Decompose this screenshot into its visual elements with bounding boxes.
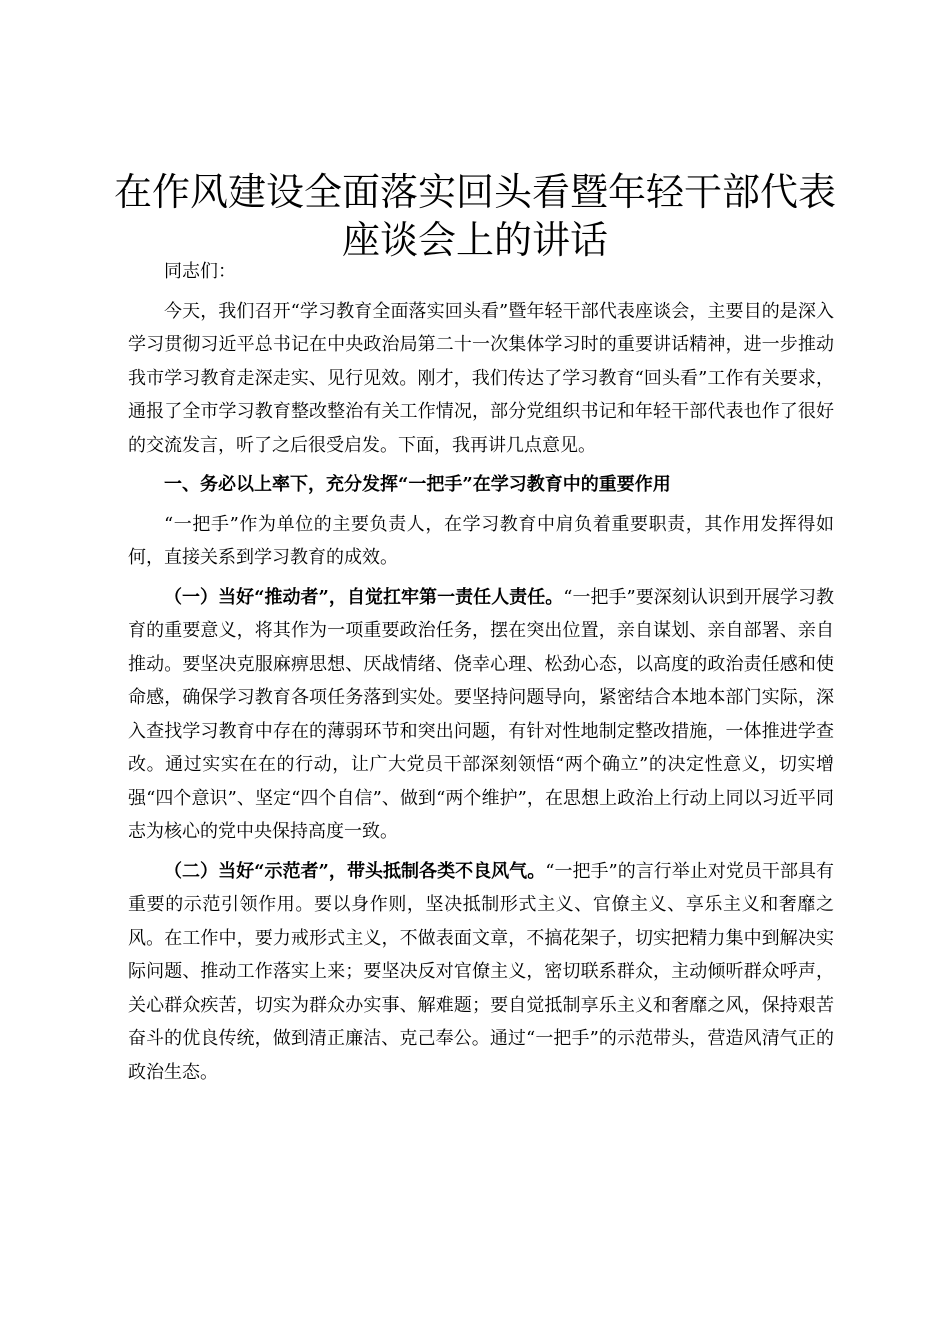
subsection-1-paragraph bbox=[128, 581, 834, 849]
subsection-2-heading: （二）当好“示范者”，带头抵制各类不良风气。 bbox=[164, 860, 546, 882]
document-body bbox=[128, 255, 834, 1095]
subsection-1-text: “一把手”要深刻认识到开展学习教育的重要意义，将其作为一项重要政治任务，摆在突出位置，亲自谋划、亲自部署、亲自推动。要坚决克服麻痹思想、厌战情绪、侥幸心理、松劲心态，以高度的政治责任感和使命感，确保学习教育各项任务落到实处。要坚持问题导向，紧密结合本地本部门实际，深入查找学习教育中存在的薄弱环节和突出问题，有针对性地制定整改措施，一体推进学查改。通过实实在在的行动，让广大党员干部深刻领悟“两个确立”的决定性意义，切实增强“四个意识”、坚定“四个自信”、做到“两个维护”，在思想上政治上行动上同以习近平同志为核心的党中央保持高度一致。 bbox=[128, 586, 834, 842]
subsection-2-paragraph bbox=[128, 855, 834, 1090]
section-heading: 一、务必以上率下，充分发挥“一把手”在学习教育中的重要作用 bbox=[164, 474, 671, 495]
intro-paragraph: 今天，我们召开“学习教育全面落实回头看”暨年轻干部代表座谈会，主要目的是深入学习贯彻习近平总书记在中央政治局第二十一次集体学习时的重要讲话精神，进一步推动我市学习教育走深走实、见行见效。刚才，我们传达了学习教育“回头看”工作有关要求，通报了全市学习教育整改整治有关工作情况，部分党组织书记和年轻干部代表也作了很好的交流发言，听了之后很受启发。下面，我再讲几点意见。 bbox=[128, 300, 834, 456]
subsection-1-heading: （一）当好“推动者”，自觉扛牢第一责任人责任。 bbox=[164, 586, 564, 608]
section-lead-paragraph: “一把手”作为单位的主要负责人，在学习教育中肩负着重要职责，其作用发挥得如何，直接关系到学习教育的成效。 bbox=[128, 513, 834, 568]
subsection-2-text: “一把手”的言行举止对党员干部具有重要的示范引领作用。要以身作则，坚决抵制形式主义、官僚主义、享乐主义和奢靡之风。在工作中，要力戒形式主义，不做表面文章，不搞花架子，切实把精力集中到解决实际问题、推动工作落实上来；要坚决反对官僚主义，密切联系群众，主动倾听群众呼声，关心群众疾苦，切实为群众办实事、解难题；要自觉抵制享乐主义和奢靡之风，保持艰苦奋斗的优良传统，做到清正廉洁、克己奉公。通过“一把手”的示范带头，营造风清气正的政治生态。 bbox=[128, 860, 834, 1083]
salutation: 同志们： bbox=[164, 261, 236, 282]
document-title: 在作风建设全面落实回头看暨年轻干部代表座谈会上的讲话 bbox=[113, 170, 836, 262]
